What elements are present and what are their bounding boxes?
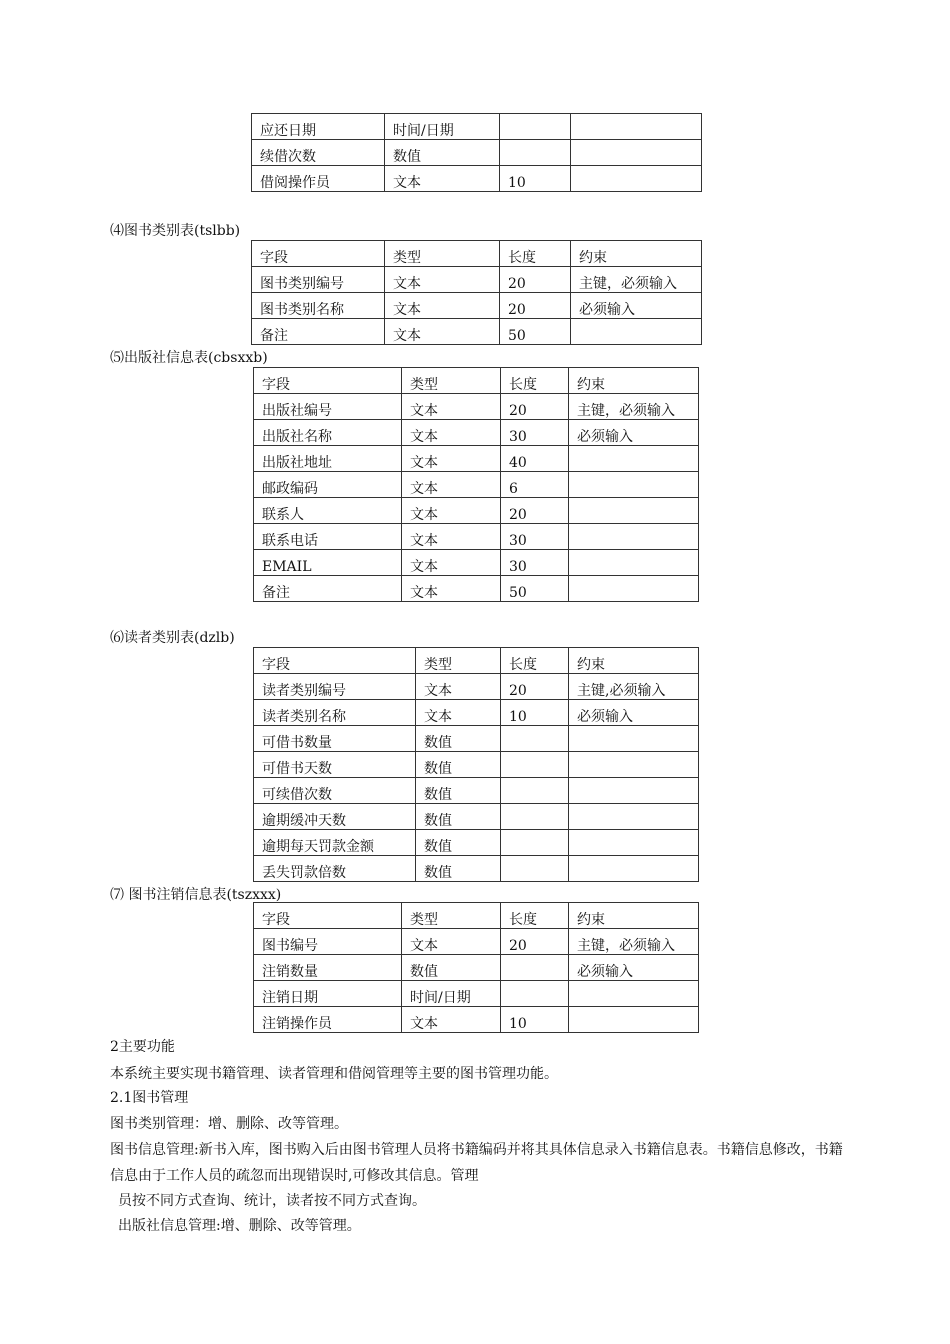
table-cell: 注销日期 xyxy=(254,981,402,1007)
table-cell: 联系人 xyxy=(254,498,402,524)
table-cell: 文本 xyxy=(402,394,501,420)
table-cell: 数值 xyxy=(416,804,501,830)
table-row xyxy=(252,319,702,345)
table-cell: 读者类别名称 xyxy=(254,700,416,726)
table-cell: 应还日期 xyxy=(252,114,385,140)
table-cell: 20 xyxy=(501,929,569,955)
table-cell: 联系电话 xyxy=(254,524,402,550)
table-cell: 可借书天数 xyxy=(254,752,416,778)
table-cell: 20 xyxy=(501,394,569,420)
table-publisher-info xyxy=(253,367,699,602)
table-cell: 主键，必须输入 xyxy=(571,267,702,293)
table-cell: 逾期缓冲天数 xyxy=(254,804,416,830)
table-cell: 文本 xyxy=(385,166,500,192)
table-header-row xyxy=(252,241,702,267)
table-cell: 数值 xyxy=(385,140,500,166)
table-cell: 10 xyxy=(501,1007,569,1033)
paragraph-overview: 本系统主要实现书籍管理、读者管理和借阅管理等主要的图书管理功能。 xyxy=(110,1066,558,1082)
table-cell: 文本 xyxy=(402,420,501,446)
table-cell xyxy=(569,524,699,550)
table-cell: 类型 xyxy=(402,368,501,394)
table-cell xyxy=(501,804,569,830)
table-cell: 6 xyxy=(501,472,569,498)
table-cell xyxy=(500,114,571,140)
table-cell xyxy=(569,856,699,882)
table-cell: 丢失罚款倍数 xyxy=(254,856,416,882)
table7-caption: ⑺ 图书注销信息表(tszxxx) xyxy=(110,887,282,903)
table-cell: 约束 xyxy=(569,903,699,929)
table-cell xyxy=(569,752,699,778)
table-row xyxy=(254,1007,699,1033)
table-cell xyxy=(569,830,699,856)
table-row xyxy=(252,114,702,140)
table-cell: 时间/日期 xyxy=(402,981,501,1007)
table-cell: 出版社地址 xyxy=(254,446,402,472)
table-cell xyxy=(501,726,569,752)
table-cell: 40 xyxy=(501,446,569,472)
table-cell: 20 xyxy=(500,293,571,319)
table-cell: 字段 xyxy=(254,903,402,929)
table-book-cancellation xyxy=(253,902,699,1033)
table-cell: 文本 xyxy=(402,929,501,955)
table-cell: 长度 xyxy=(501,648,569,674)
table5-caption: ⑸出版社信息表(cbsxxb) xyxy=(110,350,268,366)
table-cell xyxy=(569,1007,699,1033)
table-cell xyxy=(569,778,699,804)
table-cell xyxy=(501,856,569,882)
table-cell: 20 xyxy=(500,267,571,293)
table-cell: 必须输入 xyxy=(569,700,699,726)
table-row xyxy=(254,955,699,981)
table-book-category xyxy=(251,240,702,345)
table4-caption: ⑷图书类别表(tslbb) xyxy=(110,223,241,239)
table-cell: 类型 xyxy=(385,241,500,267)
table-cell: 约束 xyxy=(569,368,699,394)
table-cell: 必须输入 xyxy=(569,420,699,446)
table-cell: 注销数量 xyxy=(254,955,402,981)
table-row xyxy=(254,929,699,955)
table-row xyxy=(254,752,699,778)
table-cell: 必须输入 xyxy=(569,955,699,981)
table-cell: 20 xyxy=(501,674,569,700)
table-cell xyxy=(569,472,699,498)
paragraph-category-mgmt: 图书类别管理：增、删除、改等管理。 xyxy=(110,1116,348,1132)
table-cell xyxy=(569,446,699,472)
table-cell: 主键，必须输入 xyxy=(569,929,699,955)
table-cell xyxy=(501,981,569,1007)
table-cell: 30 xyxy=(501,550,569,576)
table-row xyxy=(254,981,699,1007)
table-row xyxy=(252,267,702,293)
table-cell: 主键，必须输入 xyxy=(569,394,699,420)
table-cell: 数值 xyxy=(416,856,501,882)
table-cell: 读者类别编号 xyxy=(254,674,416,700)
table-cell: 文本 xyxy=(402,576,501,602)
table-cell: 约束 xyxy=(569,648,699,674)
table-cell: 10 xyxy=(501,700,569,726)
table-row xyxy=(252,293,702,319)
table-cell: 类型 xyxy=(416,648,501,674)
table-cell: 约束 xyxy=(571,241,702,267)
table-cell xyxy=(571,114,702,140)
table-cell xyxy=(501,778,569,804)
table-cell xyxy=(569,576,699,602)
table-cell: 借阅操作员 xyxy=(252,166,385,192)
table-cell: 文本 xyxy=(416,700,501,726)
table-cell xyxy=(500,140,571,166)
table-cell: 数值 xyxy=(402,955,501,981)
table-cell: 类型 xyxy=(402,903,501,929)
table-row xyxy=(254,804,699,830)
table-cell xyxy=(569,550,699,576)
table-cell xyxy=(569,726,699,752)
table-row xyxy=(252,166,702,192)
table-header-row xyxy=(254,368,699,394)
table-cell: 文本 xyxy=(402,1007,501,1033)
table-row xyxy=(254,446,699,472)
table-cell: 长度 xyxy=(500,241,571,267)
table-cell: 必须输入 xyxy=(571,293,702,319)
table-cell: 可借书数量 xyxy=(254,726,416,752)
table-cell: 50 xyxy=(501,576,569,602)
table-cell: 长度 xyxy=(501,903,569,929)
table-cell: 图书类别编号 xyxy=(252,267,385,293)
table-cell: 数值 xyxy=(416,830,501,856)
table-cell: 字段 xyxy=(252,241,385,267)
table-cell: 文本 xyxy=(402,550,501,576)
table-cell: 字段 xyxy=(254,368,402,394)
table-row xyxy=(254,394,699,420)
table-header-row xyxy=(254,903,699,929)
table-cell: 邮政编码 xyxy=(254,472,402,498)
table-cell: 30 xyxy=(501,420,569,446)
table-cell: 主键,必须输入 xyxy=(569,674,699,700)
table-cell: 文本 xyxy=(402,472,501,498)
table-cell: 数值 xyxy=(416,752,501,778)
table-cell: EMAIL xyxy=(254,550,402,576)
table-cell: 文本 xyxy=(402,498,501,524)
table-reader-category xyxy=(253,647,699,882)
table-cell xyxy=(501,752,569,778)
paragraph-book-info-mgmt: 图书信息管理:新书入库，图书购入后由图书管理人员将书籍编码并将其具体信息录入书籍信息表。书籍信息修改，书籍信息由于工作人员的疏忽而出现错误时,可修改其信息。管理 xyxy=(110,1142,843,1184)
table-row xyxy=(254,778,699,804)
table-row xyxy=(254,726,699,752)
table-cell: 出版社编号 xyxy=(254,394,402,420)
table-row xyxy=(254,472,699,498)
table-row xyxy=(254,856,699,882)
table-row xyxy=(254,420,699,446)
table-row xyxy=(254,498,699,524)
table-row xyxy=(254,674,699,700)
table-row xyxy=(254,700,699,726)
table-cell: 30 xyxy=(501,524,569,550)
table-row xyxy=(254,550,699,576)
table-row xyxy=(254,524,699,550)
table-cell: 文本 xyxy=(402,446,501,472)
table-cell: 50 xyxy=(500,319,571,345)
section-heading-2-1: 2.1图书管理 xyxy=(110,1090,189,1106)
table-cell xyxy=(501,830,569,856)
table-cell: 出版社名称 xyxy=(254,420,402,446)
table-cell xyxy=(569,498,699,524)
table-borrow-info-tail xyxy=(251,113,702,192)
table-cell: 20 xyxy=(501,498,569,524)
paragraph-publisher-mgmt: 出版社信息管理:增、删除、改等管理。 xyxy=(118,1218,361,1234)
table-cell: 文本 xyxy=(402,524,501,550)
section-heading-2: 2主要功能 xyxy=(110,1039,175,1055)
table-cell: 续借次数 xyxy=(252,140,385,166)
table-cell: 数值 xyxy=(416,778,501,804)
paragraph-query: 员按不同方式查询、统计，读者按不同方式查询。 xyxy=(118,1193,426,1209)
table-cell xyxy=(571,319,702,345)
table-cell: 长度 xyxy=(501,368,569,394)
table6-caption: ⑹读者类别表(dzlb) xyxy=(110,630,235,646)
table-cell: 文本 xyxy=(416,674,501,700)
table-cell: 10 xyxy=(500,166,571,192)
table-row xyxy=(254,830,699,856)
table-cell: 文本 xyxy=(385,293,500,319)
table-cell: 文本 xyxy=(385,267,500,293)
table-row xyxy=(252,140,702,166)
table-cell: 文本 xyxy=(385,319,500,345)
table-cell xyxy=(571,166,702,192)
table-cell: 备注 xyxy=(254,576,402,602)
table-cell: 逾期每天罚款金额 xyxy=(254,830,416,856)
table-cell: 字段 xyxy=(254,648,416,674)
table-cell: 时间/日期 xyxy=(385,114,500,140)
table-cell xyxy=(571,140,702,166)
table-header-row xyxy=(254,648,699,674)
table-cell: 图书编号 xyxy=(254,929,402,955)
table-cell: 可续借次数 xyxy=(254,778,416,804)
table-cell: 备注 xyxy=(252,319,385,345)
table-cell: 数值 xyxy=(416,726,501,752)
table-cell xyxy=(569,804,699,830)
table-cell: 注销操作员 xyxy=(254,1007,402,1033)
table-cell: 图书类别名称 xyxy=(252,293,385,319)
table-row xyxy=(254,576,699,602)
table-cell xyxy=(569,981,699,1007)
table-cell xyxy=(501,955,569,981)
